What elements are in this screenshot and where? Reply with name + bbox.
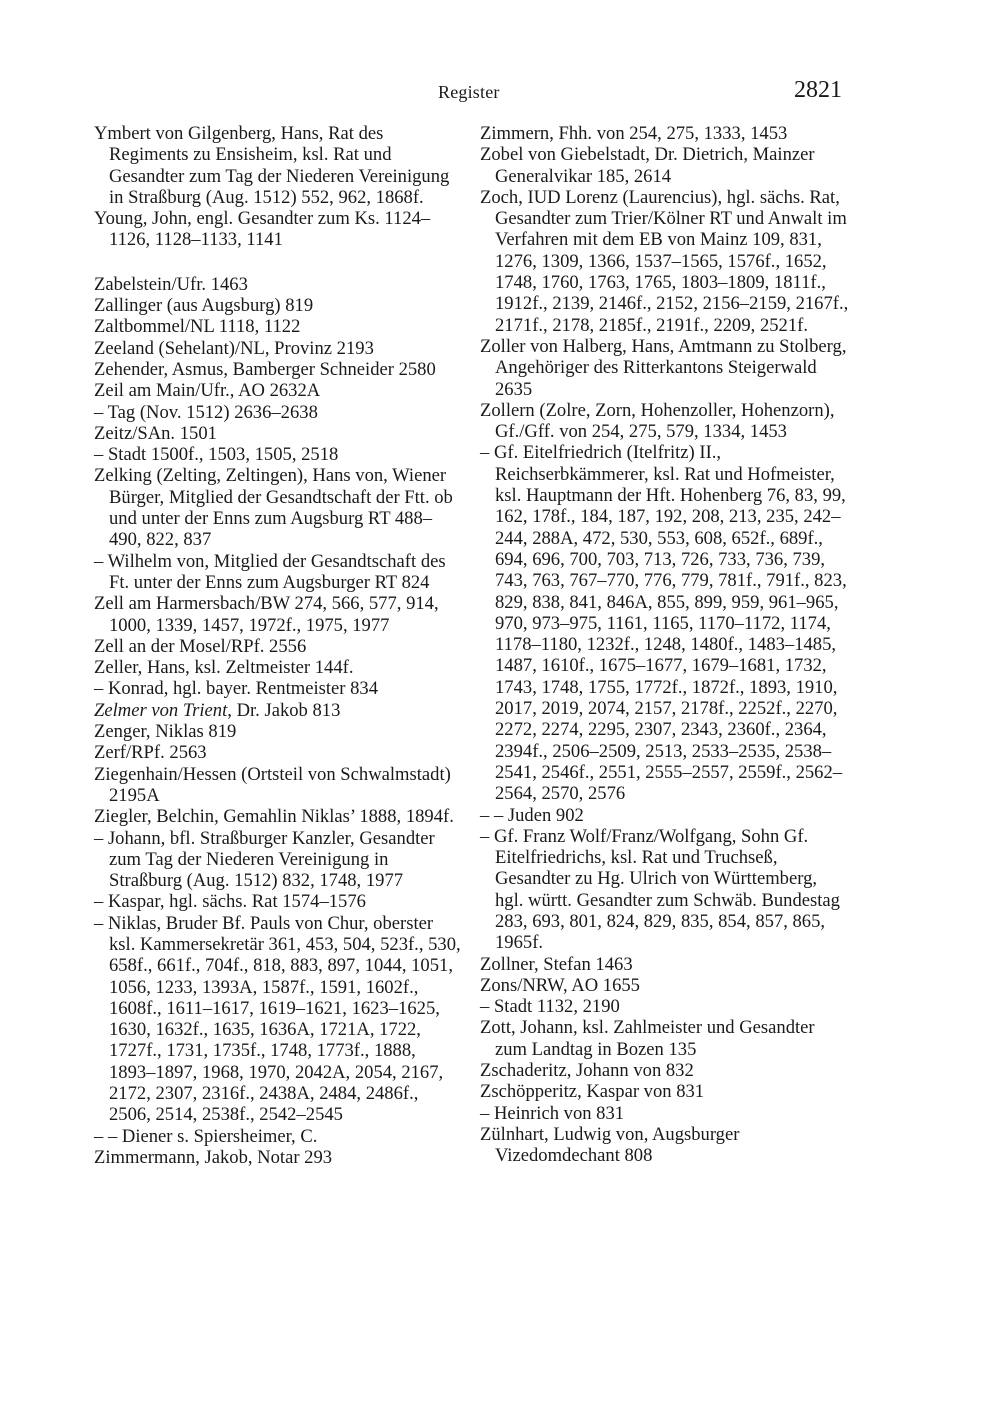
index-entry bbox=[94, 380, 464, 401]
index-entry bbox=[480, 144, 850, 187]
index-entry bbox=[94, 444, 464, 465]
index-entry bbox=[94, 274, 464, 295]
index-entry bbox=[480, 1124, 850, 1167]
index-column-right bbox=[480, 123, 850, 1167]
index-entry-text: – Konrad, hgl. bayer. Rentmeister 834 bbox=[94, 678, 379, 700]
index-entry-text: Zaltbommel/NL 1118, 1122 bbox=[94, 316, 301, 338]
index-entry bbox=[94, 678, 464, 699]
index-entry-text: Zoller von Halberg, Hans, Amtmann zu Stolberg, Angehöriger des Ritterkantons Steigerwald 2635 bbox=[480, 335, 847, 400]
index-entry bbox=[480, 400, 850, 443]
index-entry-text: – – Diener s. Spiersheimer, C. bbox=[94, 1125, 318, 1147]
index-entry-text: – Wilhelm von, Mitglied der Gesandtschaft des Ft. unter der Enns zum Augsburger RT 824 bbox=[94, 550, 446, 593]
index-entry-text: Young, John, engl. Gesandter zum Ks. 1124–1126, 1128–1133, 1141 bbox=[94, 208, 431, 251]
index-entry-text: Zons/NRW, AO 1655 bbox=[480, 974, 640, 996]
section-gap bbox=[94, 251, 464, 274]
index-entry-text: Ziegenhain/Hessen (Ortsteil von Schwalmstadt) 2195A bbox=[94, 763, 451, 806]
index-entry-text: Zobel von Giebelstadt, Dr. Dietrich, Mainzer Generalvikar 185, 2614 bbox=[480, 144, 815, 187]
running-head: Register bbox=[438, 82, 500, 102]
index-entry bbox=[94, 123, 464, 208]
index-entry bbox=[94, 806, 464, 827]
index-entry bbox=[480, 975, 850, 996]
index-entry-text: – Niklas, Bruder Bf. Pauls von Chur, oberster ksl. Kammersekretär 361, 453, 504, 523f., 530, 658f., 661f., 704f., 818, 883, 897, 1044, 1051, 1056, 1233, 1393A, 1587f., 1591, 1602f., 1608f., 1611–1617, 1619–1621, 1623–1625, 1630, 1632f., 1635, 1636A, 1721A, 1722, 1727f., 1731, 1735f., 1748, 1773f., 1888, 1893–1897, 1968, 1970, 2042A, 2054, 2167, 2172, 2307, 2316f., 2438A, 2484, 2486f., 2506, 2514, 2538f., 2542–2545 bbox=[94, 912, 461, 1126]
index-entry-text: Zott, Johann, ksl. Zahlmeister und Gesandter zum Landtag in Bozen 135 bbox=[480, 1017, 815, 1060]
index-entry bbox=[94, 828, 464, 892]
index-entry-text: Ymbert von Gilgenberg, Hans, Rat des Regiments zu Ensisheim, ksl. Rat und Gesandter zum Tag der Niederen Vereinigung in Straßburg (Aug. 1512) 552, 962, 1868f. bbox=[94, 123, 450, 208]
index-entry-text: Zelking (Zelting, Zeltingen), Hans von, Wiener Bürger, Mitglied der Gesandtschaft der Ftt. ob und unter der Enns zum Augsburg RT 488–490, 822, 837 bbox=[94, 465, 453, 551]
index-entry bbox=[94, 700, 464, 721]
index-entry-text: Zollern (Zolre, Zorn, Hohenzoller, Hohenzorn), Gf./Gff. von 254, 275, 579, 1334, 1453 bbox=[480, 399, 835, 443]
index-entry-text: Ziegler, Belchin, Gemahlin Niklas’ 1888, 1894f. bbox=[94, 806, 454, 828]
index-entry bbox=[94, 891, 464, 912]
index-entry-text: – – Juden 902 bbox=[480, 804, 584, 826]
index-entry bbox=[94, 402, 464, 423]
index-entry bbox=[480, 123, 850, 144]
index-entry-text: Zeller, Hans, ksl. Zeltmeister 144f. bbox=[94, 657, 354, 679]
index-entry-text: – Stadt 1132, 2190 bbox=[480, 996, 620, 1018]
index-entry bbox=[480, 954, 850, 975]
index-entry bbox=[94, 208, 464, 251]
index-entry-text: Zeeland (Sehelant)/NL, Provinz 2193 bbox=[94, 337, 374, 359]
index-entry bbox=[94, 551, 464, 594]
index-entry bbox=[480, 1081, 850, 1102]
index-entry-text: , Dr. Jakob 813 bbox=[227, 699, 341, 721]
index-entry-text: Zimmern, Fhh. von 254, 275, 1333, 1453 bbox=[480, 123, 788, 144]
index-entry-text: Zeil am Main/Ufr., AO 2632A bbox=[94, 380, 321, 402]
index-entry-text: Zallinger (aus Augsburg) 819 bbox=[94, 295, 314, 317]
index-entry bbox=[480, 1103, 850, 1124]
index-entry-text: Zabelstein/Ufr. 1463 bbox=[94, 273, 248, 295]
index-entry bbox=[480, 187, 850, 336]
index-entry-text: Zehender, Asmus, Bamberger Schneider 2580 bbox=[94, 358, 436, 380]
index-entry bbox=[94, 316, 464, 337]
index-entry bbox=[94, 423, 464, 444]
index-entry bbox=[94, 1126, 464, 1147]
index-entry-text: – Heinrich von 831 bbox=[480, 1102, 625, 1124]
index-column-left bbox=[94, 123, 464, 1168]
index-entry bbox=[94, 295, 464, 316]
index-entry bbox=[480, 805, 850, 826]
index-entry-text: Zenger, Niklas 819 bbox=[94, 721, 237, 743]
index-entry bbox=[94, 338, 464, 359]
index-entry-text: Zeitz/SAn. 1501 bbox=[94, 422, 217, 444]
page-number: 2821 bbox=[794, 77, 842, 103]
index-entry-text: – Tag (Nov. 1512) 2636–2638 bbox=[94, 401, 318, 423]
index-entry-text: Zell am Harmersbach/BW 274, 566, 577, 914, 1000, 1339, 1457, 1972f., 1975, 1977 bbox=[94, 593, 439, 636]
index-entry bbox=[94, 636, 464, 657]
index-entry-text: Zerf/RPf. 2563 bbox=[94, 742, 207, 764]
index-entry-text: – Gf. Franz Wolf/Franz/Wolfgang, Sohn Gf. Eitelfriedrichs, ksl. Rat und Truchseß, Gesandter zu Hg. Ulrich von Württemberg, hgl. württ. Gesandter zum Schwäb. Bundestag 283, 693, 801, 824, 829, 835, 854, 857, 865, 1965f. bbox=[480, 825, 840, 954]
index-entry-italic-name: Zelmer von Trient bbox=[94, 699, 228, 721]
index-entry-text: Zschaderitz, Johann von 832 bbox=[480, 1060, 694, 1082]
index-entry bbox=[94, 593, 464, 636]
index-entry-text: Zülnhart, Ludwig von, Augsburger Vizedomdechant 808 bbox=[480, 1123, 740, 1167]
index-entry bbox=[94, 1147, 464, 1168]
index-entry bbox=[94, 465, 464, 550]
index-entry bbox=[480, 996, 850, 1017]
index-entry bbox=[94, 913, 464, 1126]
index-entry bbox=[94, 721, 464, 742]
index-entry bbox=[94, 742, 464, 763]
index-entry-text: – Stadt 1500f., 1503, 1505, 2518 bbox=[94, 444, 339, 466]
index-entry-text: – Gf. Eitelfriedrich (Itelfritz) II., Reichserbkämmerer, ksl. Rat und Hofmeister, ksl. Hauptmann der Hft. Hohenberg 76, 83, 99, 162, 178f., 184, 187, 192, 208, 213, 235, 242–244, 288A, 472, 530, 553, 608, 652f., 689f., 694, 696, 700, 703, 713, 726, 733, 736, 739, 743, 763, 767–770, 776, 779, 781f., 791f., 823, 829, 838, 841, 846A, 855, 899, 959, 961–965, 970, 973–975, 1161, 1165, 1170–1172, 1174, 1178–1180, 1232f., 1248, 1480f., 1483–1485, 1487, 1610f., 1675–1677, 1679–1681, 1732, 1743, 1748, 1755, 1772f., 1872f., 1893, 1910, 2017, 2019, 2074, 2157, 2178f., 2252f., 2270, 2272, 2274, 2295, 2307, 2343, 2360f., 2364, 2394f., 2506–2509, 2513, 2533–2535, 2538–2541, 2546f., 2551, 2555–2557, 2559f., 2562–2564, 2570, 2576 bbox=[480, 442, 847, 805]
index-entry bbox=[480, 442, 850, 804]
index-entry-text: Zoch, IUD Lorenz (Laurencius), hgl. sächs. Rat, Gesandter zum Trier/Kölner RT und Anwalt im Verfahren mit dem EB von Mainz 109, 831, 1276, 1309, 1366, 1537–1565, 1576f., 1652, 1748, 1760, 1763, 1765, 1803–1809, 1811f., 1912f., 2139, 2146f., 2152, 2156–2159, 2167f., 2171f., 2178, 2185f., 2191f., 2209, 2521f. bbox=[480, 186, 849, 336]
index-entry bbox=[480, 1060, 850, 1081]
index-entry-text: Zollner, Stefan 1463 bbox=[480, 953, 633, 975]
index-entry-text: – Johann, bfl. Straßburger Kanzler, Gesandter zum Tag der Niederen Vereinigung in Straßburg (Aug. 1512) 832, 1748, 1977 bbox=[94, 827, 435, 892]
index-entry bbox=[480, 1017, 850, 1060]
index-entry-text: Zimmermann, Jakob, Notar 293 bbox=[94, 1146, 333, 1168]
index-entry bbox=[480, 336, 850, 400]
index-entry bbox=[94, 657, 464, 678]
index-entry-text: Zell an der Mosel/RPf. 2556 bbox=[94, 635, 307, 657]
index-entry-text: Zschöpperitz, Kaspar von 831 bbox=[480, 1081, 705, 1103]
index-entry bbox=[94, 359, 464, 380]
index-entry-text: – Kaspar, hgl. sächs. Rat 1574–1576 bbox=[94, 891, 366, 913]
index-entry bbox=[94, 764, 464, 807]
index-entry bbox=[480, 826, 850, 954]
